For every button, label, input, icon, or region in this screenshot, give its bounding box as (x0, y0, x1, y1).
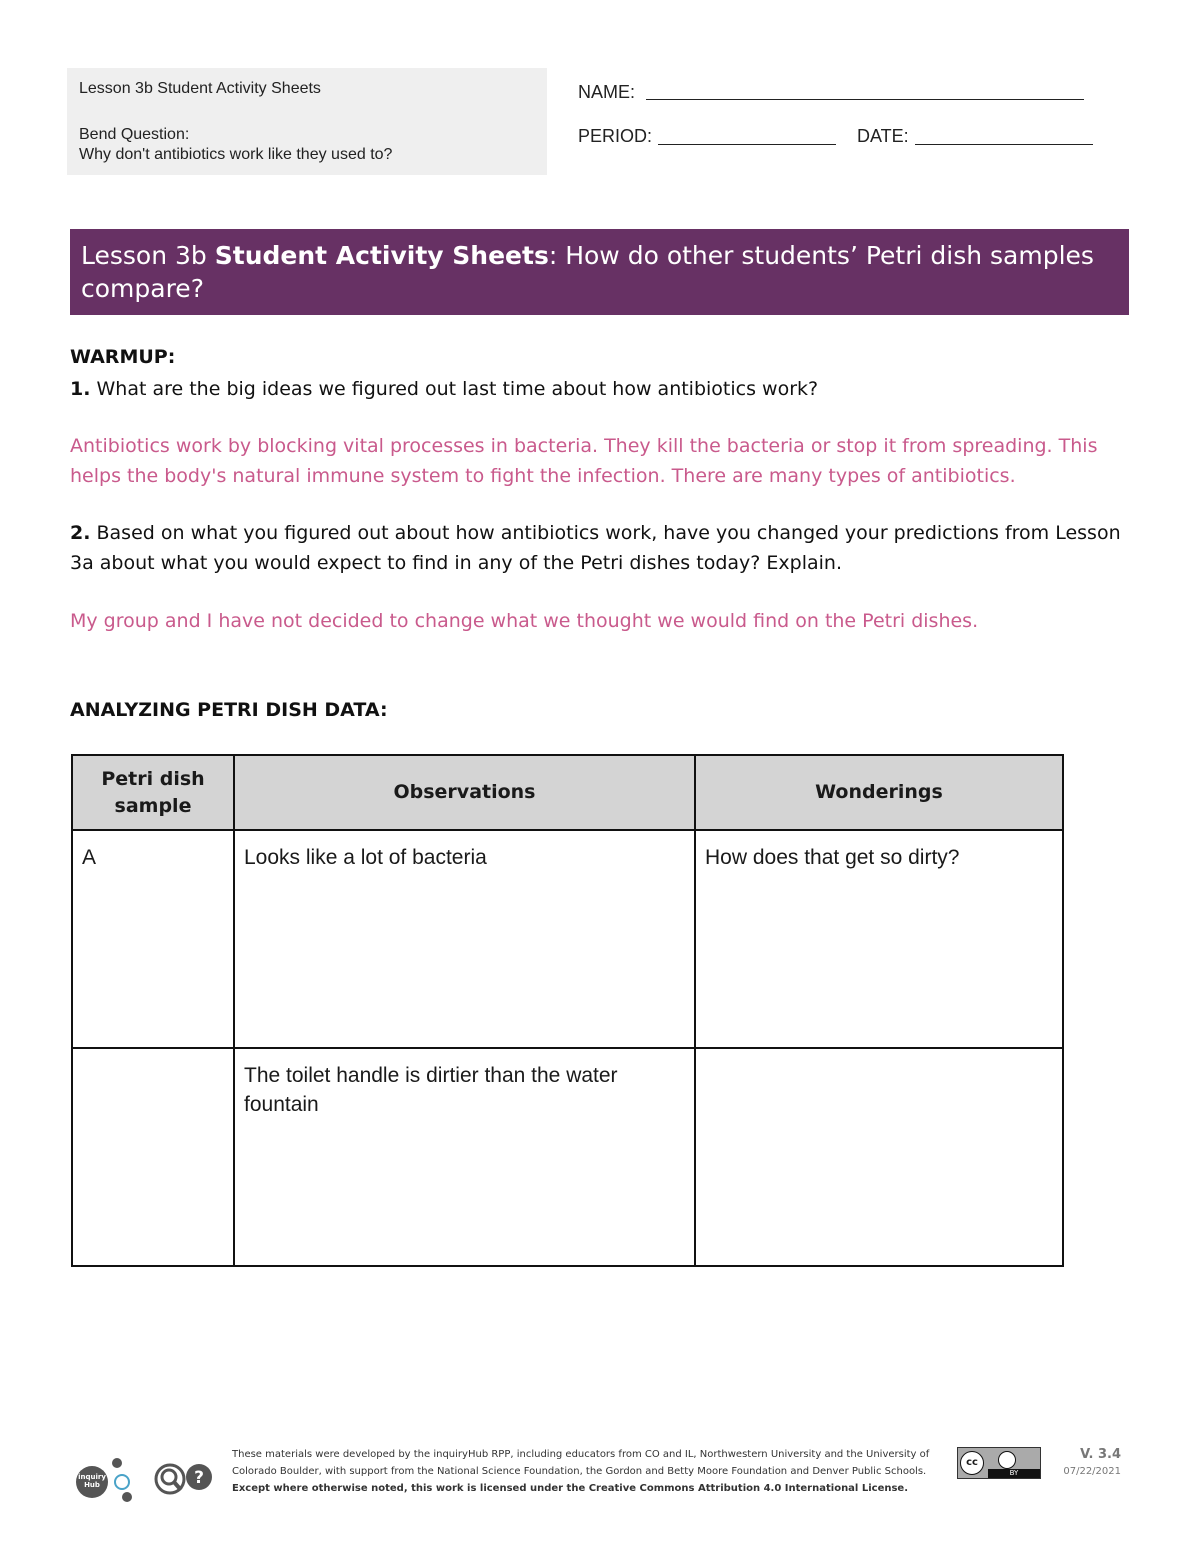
question-2 (70, 518, 1130, 578)
banner-prefix: Lesson 3b (81, 241, 215, 270)
period-label: PERIOD: (578, 126, 653, 146)
attribution-icon (998, 1451, 1016, 1469)
footer-license-text: Except where otherwise noted, this work is licensed under the Creative Commons Attribution 4.0 International License. (232, 1483, 909, 1494)
banner-bold: Student Activity Sheets (214, 241, 549, 270)
table-header-row (72, 755, 1063, 830)
question-1 (70, 374, 1130, 404)
cc-by-badge[interactable] (957, 1447, 1041, 1479)
name-label: NAME: (578, 82, 636, 102)
lesson-banner (70, 229, 1129, 315)
svg-text:?: ? (194, 1468, 204, 1488)
bend-question-text: Why don't antibiotics work like they used to? (79, 146, 393, 163)
petri-dish-table (71, 754, 1064, 1267)
analysis-heading: ANALYZING PETRI DISH DATA: (70, 699, 388, 721)
date-label: DATE: (857, 126, 909, 146)
question-1-number: 1. (70, 378, 91, 400)
cell-observation[interactable]: The toilet handle is dirtier than the water fountain (234, 1048, 695, 1266)
inquiryhub-logo (76, 1456, 136, 1506)
cell-wondering[interactable]: How does that get so dirty? (695, 830, 1063, 1048)
table-row (72, 1048, 1063, 1266)
warmup-heading: WARMUP: (70, 346, 176, 368)
bend-question (79, 125, 392, 165)
cell-observation[interactable]: Looks like a lot of bacteria (234, 830, 695, 1048)
footer-credit-text: These materials were developed by the inquiryHub RPP, including educators from CO and IL, Northwestern University and the University of Colorado Boulder, with support from the National Science Foundation, the Gordon and Betty Moore Foundation and Denver Public Schools. (232, 1449, 930, 1477)
lesson-title: Lesson 3b Student Activity Sheets (79, 80, 321, 97)
science-inquiry-icon (153, 1462, 215, 1496)
period-field[interactable] (658, 144, 836, 145)
version-label: V. 3.4 (1080, 1447, 1121, 1462)
banner-suffix: : How do other students’ Petri dish samples compare? (81, 241, 1094, 303)
column-header-observations: Observations (234, 755, 695, 830)
column-header-sample: Petri dish sample (72, 755, 234, 830)
column-header-wonderings: Wonderings (695, 755, 1063, 830)
cell-wondering[interactable] (695, 1048, 1063, 1266)
table-row (72, 830, 1063, 1048)
footer-credit (232, 1446, 942, 1497)
answer-1[interactable]: Antibiotics work by blocking vital processes in bacteria. They kill the bacteria or stop it from spreading. This helps the body's natural immune system to fight the infection. There are many types of antibiotics. (70, 435, 1098, 487)
version-date: 07/22/2021 (1063, 1466, 1121, 1477)
bend-question-label: Bend Question: (79, 126, 190, 143)
question-2-number: 2. (70, 522, 91, 544)
question-1-text: What are the big ideas we figured out last time about how antibiotics work? (90, 378, 819, 400)
cell-sample[interactable] (72, 1048, 234, 1266)
cc-icon: cc (960, 1451, 984, 1475)
question-2-text: Based on what you figured out about how antibiotics work, have you changed your predictions from Lesson 3a about what you would expect to find in any of the Petri dishes today? Explain. (70, 522, 1121, 574)
answer-2[interactable]: My group and I have not decided to change what we thought we would find on the Petri dishes. (70, 610, 979, 632)
cc-by-label: BY (988, 1469, 1040, 1478)
cell-sample[interactable]: A (72, 830, 234, 1048)
date-field[interactable] (915, 144, 1093, 145)
name-field[interactable] (646, 99, 1084, 100)
inquiryhub-logo-text: inquiry Hub (78, 1473, 106, 1489)
